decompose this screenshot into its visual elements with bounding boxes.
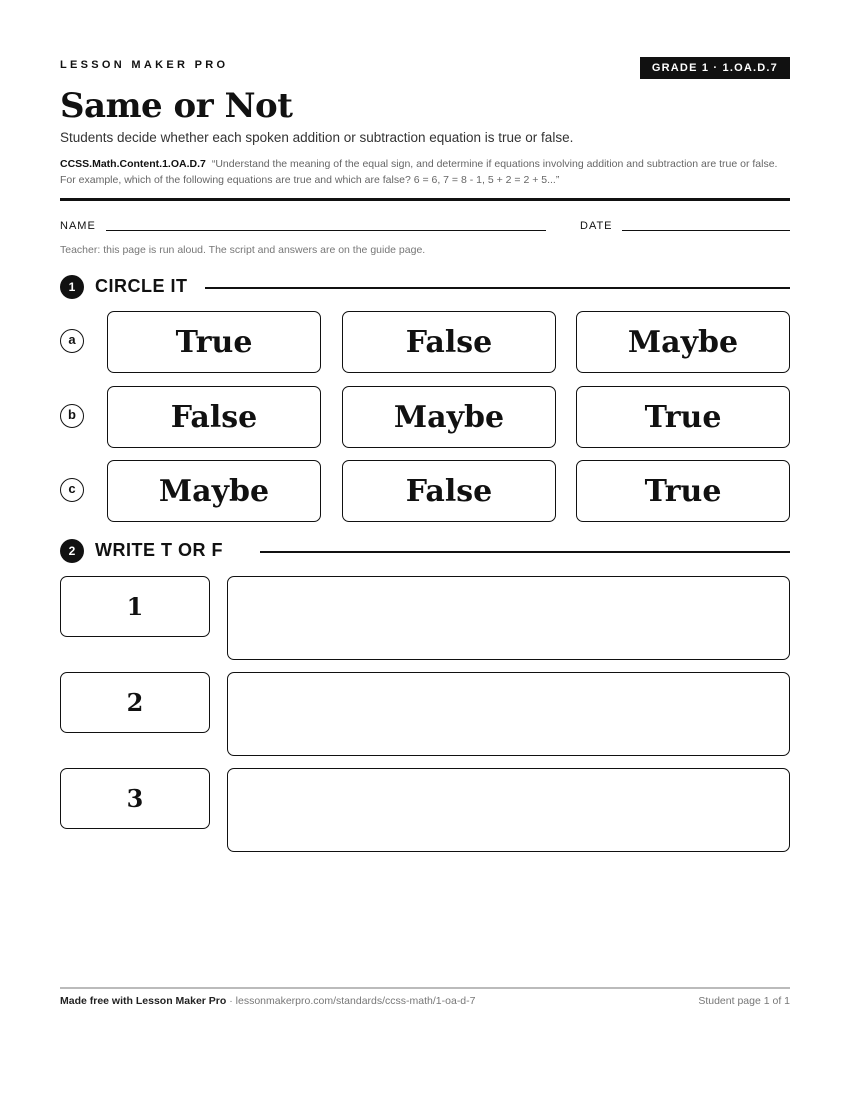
standard-code: CCSS.Math.Content.1.OA.D.7 — [60, 158, 206, 170]
teacher-note: Teacher: this page is run aloud. The script and answers are on the guide page. — [60, 244, 426, 256]
page-count: Student page 1 of 1 — [698, 995, 790, 1007]
write-row-3 — [60, 768, 790, 852]
choice-option[interactable]: False — [342, 460, 556, 522]
footer-divider — [60, 987, 790, 989]
section-rule — [205, 287, 790, 289]
answer-box[interactable] — [227, 768, 790, 852]
section-number: 1 — [60, 275, 84, 299]
item-number: 3 — [60, 768, 210, 829]
top-bar — [60, 57, 790, 79]
worksheet-page — [60, 0, 790, 1100]
choice-option[interactable]: True — [107, 311, 321, 373]
section-circle-it — [60, 275, 790, 299]
date-field[interactable] — [622, 230, 790, 231]
choice-option[interactable]: False — [342, 311, 556, 373]
choice-option[interactable]: Maybe — [342, 386, 556, 448]
page-title: Same or Not — [60, 86, 293, 126]
write-row-1 — [60, 576, 790, 660]
footer — [60, 995, 790, 1007]
section-write-t-or-f — [60, 539, 790, 563]
section-rule — [260, 551, 790, 553]
choice-option[interactable]: True — [576, 460, 790, 522]
standard-quote: “Understand the meaning of the equal sign, and determine if equations involving addition and subtraction are true or false. For example, which of the following equations are true and which are false? 6 = 6, 7 = 8 - 1, 5 + 2 = 2 + 5...” — [60, 158, 778, 186]
footer-credit: Made free with Lesson Maker Pro — [60, 995, 227, 1007]
answer-box[interactable] — [227, 672, 790, 756]
choice-option[interactable]: Maybe — [107, 460, 321, 522]
page-subtitle: Students decide whether each spoken addition or subtraction equation is true or false. — [60, 130, 574, 145]
item-number: 2 — [60, 672, 210, 733]
item-number: 1 — [60, 576, 210, 637]
choice-option[interactable]: False — [107, 386, 321, 448]
choice-row-a — [60, 311, 790, 373]
standard-description — [60, 156, 790, 188]
name-date-row — [60, 220, 790, 234]
choice-row-b — [60, 386, 790, 448]
section-title: CIRCLE IT — [95, 276, 188, 296]
row-letter: c — [60, 478, 84, 502]
row-letter: b — [60, 404, 84, 428]
write-row-2 — [60, 672, 790, 756]
row-letter: a — [60, 329, 84, 353]
choice-option[interactable]: Maybe — [576, 311, 790, 373]
section-title: WRITE T OR F — [95, 540, 223, 560]
grade-badge: GRADE 1 · 1.OA.D.7 — [640, 57, 790, 79]
section-number: 2 — [60, 539, 84, 563]
header-divider — [60, 198, 790, 201]
name-field[interactable] — [106, 230, 546, 231]
choice-row-c — [60, 460, 790, 522]
brand-name: LESSON MAKER PRO — [60, 59, 229, 71]
footer-url[interactable]: · lessonmakerpro.com/standards/ccss-math/1-oa-d-7 — [226, 995, 476, 1007]
name-label: NAME — [60, 220, 96, 232]
choice-option[interactable]: True — [576, 386, 790, 448]
answer-box[interactable] — [227, 576, 790, 660]
date-label: DATE — [580, 220, 613, 232]
